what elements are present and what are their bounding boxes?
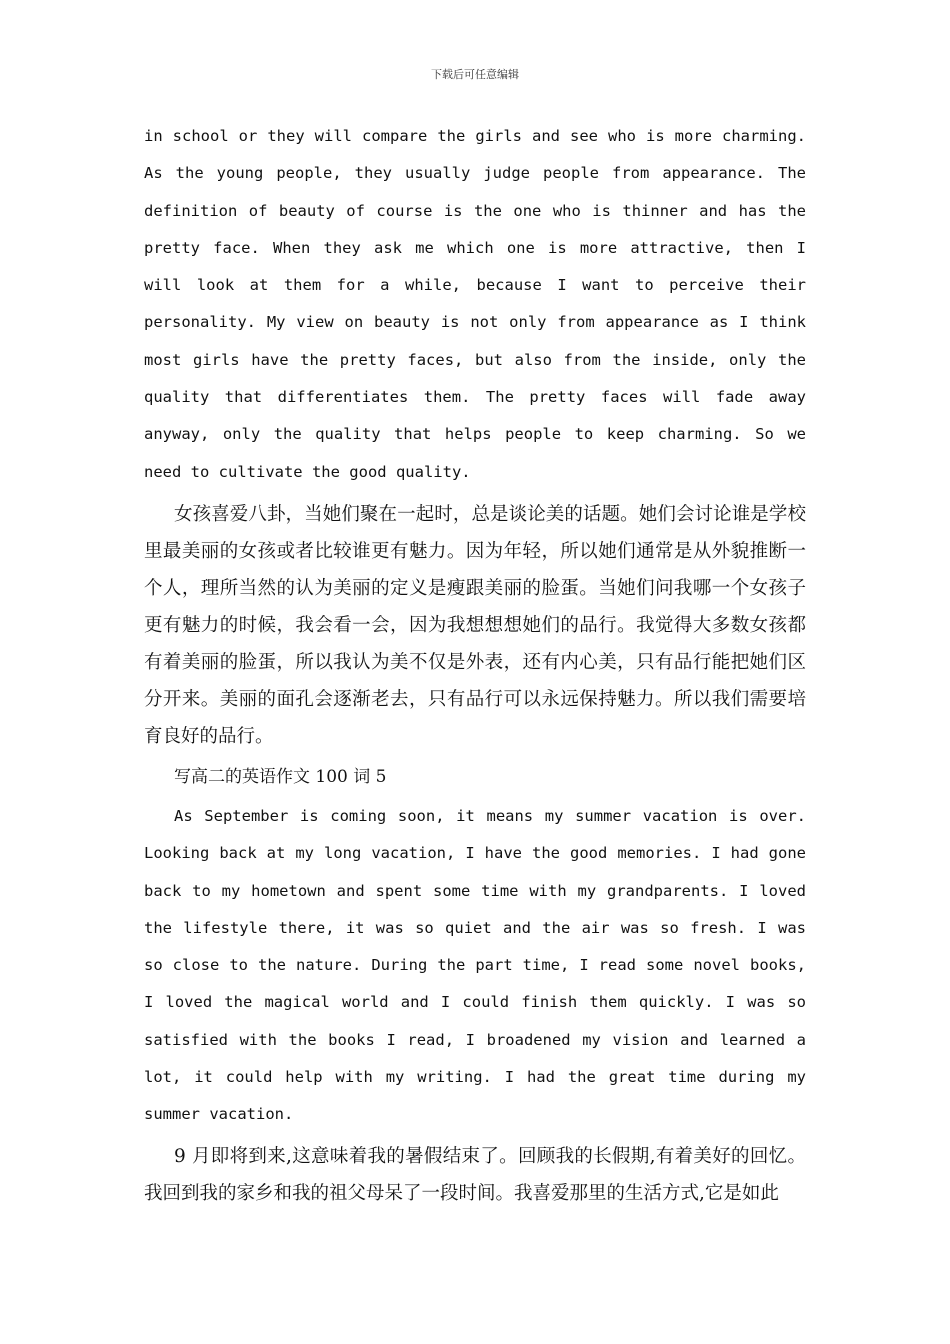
chinese-paragraph-1: 女孩喜爱八卦，当她们聚在一起时，总是谈论美的话题。她们会讨论谁是学校里最美丽的女孩或者比较谁更有魅力。因为年轻，所以她们通常是从外貌推断一个人，理所当然的认为美丽的定义是瘦跟美丽的脸蛋。当她们问我哪一个女孩子更有魅力的时候，我会看一会，因为我想想想她们的品行。我觉得大多数女孩都有着美丽的脸蛋，所以我认为美不仅是外表，还有内心美，只有品行能把她们区分开来。美丽的面孔会逐渐老去，只有品行可以永远保持魅力。所以我们需要培育良好的品行。 xyxy=(144,503,806,747)
page-header: 下载后可任意编辑 xyxy=(431,68,519,81)
chinese-paragraph-2: 9 月即将到来,这意味着我的暑假结束了。回顾我的长假期,有着美好的回忆。我回到我的家乡和我的祖父母呆了一段时间。我喜爱那里的生活方式,它是如此 xyxy=(144,1145,806,1204)
essay-title-5: 写高二的英语作文 100 词 5 xyxy=(174,766,387,787)
english-paragraph-1: in school or they will compare the girls and see who is more charming. As the young people, they usually judge people from appearance. The definition of beauty of course is the one who is thinner and has the pretty face. When they ask me which one is more attractive, then I will look at them for a while, because I want to perceive their personality. My view on beauty is not only from appearance as I think most girls have the pretty faces, but also from the inside, only the quality that differentiates them. The pretty faces will fade away anyway, only the quality that helps people to keep charming. So we need to cultivate the good quality. xyxy=(144,127,806,481)
english-paragraph-2: As September is coming soon, it means my summer vacation is over. Looking back at my long vacation, I have the good memories. I had gone back to my hometown and spent some time with my grandparents. I loved the lifestyle there, it was so quiet and the air was so fresh. I was so close to the nature. During the part time, I read some novel books, I loved the magical world and I could finish them quickly. I was so satisfied with the books I read, I broadened my vision and learned a lot, it could help with my writing. I had the great time during my summer vacation. xyxy=(144,806,806,1124)
document-body xyxy=(144,118,806,1212)
